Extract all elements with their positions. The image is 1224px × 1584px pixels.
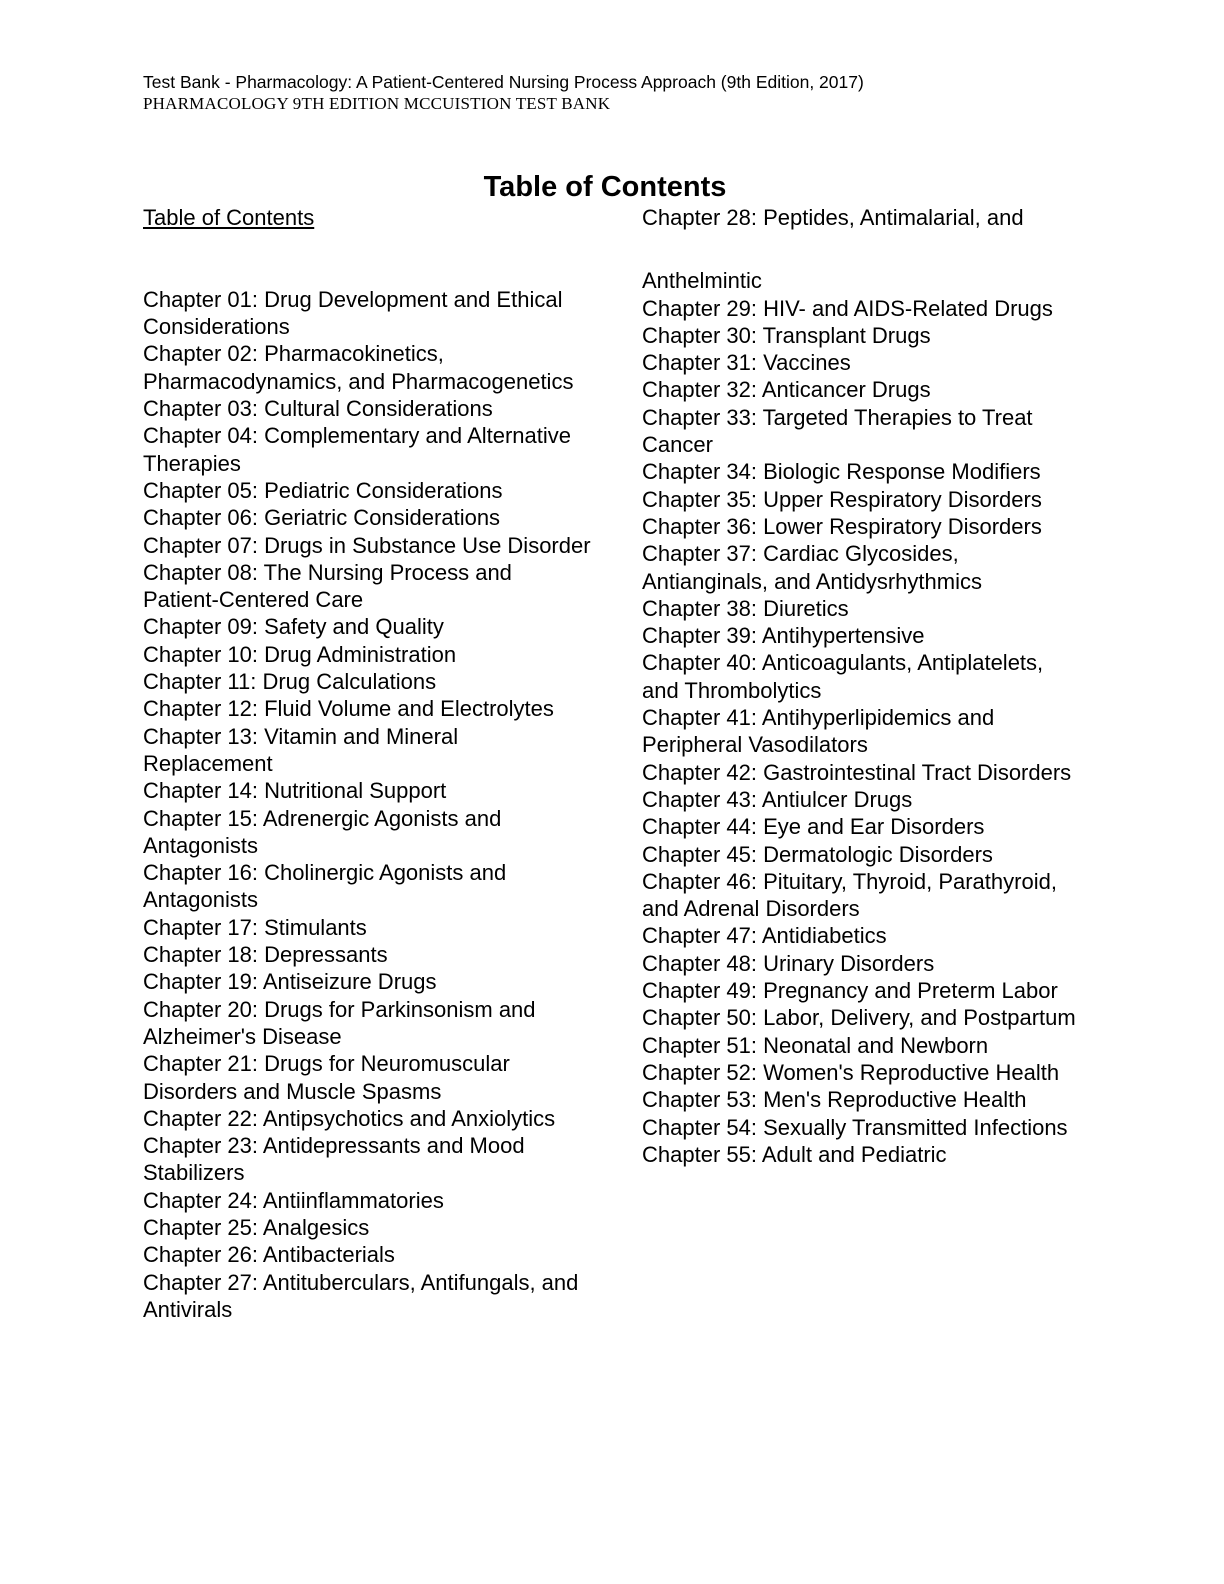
toc-entry[interactable]: Chapter 20: Drugs for Parkinsonism and Alzheimer's Disease [143, 996, 536, 1049]
toc-entry[interactable]: Chapter 23: Antidepressants and Mood Stabilizers [143, 1133, 525, 1186]
toc-entry[interactable]: Chapter 36: Lower Respiratory Disorders [642, 513, 1042, 539]
toc-entry[interactable]: Chapter 21: Drugs for Neuromuscular Disorders and Muscle Spasms [143, 1051, 510, 1104]
toc-entry[interactable]: Chapter 39: Antihypertensive [642, 623, 925, 649]
toc-entry[interactable]: Chapter 24: Antiinflammatories [143, 1187, 444, 1213]
toc-entry[interactable]: Chapter 54: Sexually Transmitted Infections [642, 1114, 1068, 1140]
toc-entry[interactable]: Chapter 32: Anticancer Drugs [642, 377, 931, 403]
spacer [143, 231, 593, 286]
toc-entry[interactable]: Chapter 38: Diuretics [642, 595, 849, 621]
toc-entry[interactable]: Chapter 43: Antiulcer Drugs [642, 786, 913, 812]
toc-entry[interactable]: Chapter 17: Stimulants [143, 914, 367, 940]
toc-entry[interactable]: Chapter 04: Complementary and Alternative Therapies [143, 423, 572, 476]
toc-entry[interactable]: Chapter 07: Drugs in Substance Use Disorder [143, 532, 591, 558]
toc-entry[interactable]: Chapter 05: Pediatric Considerations [143, 477, 503, 503]
toc-entry[interactable]: Chapter 26: Antibacterials [143, 1242, 395, 1268]
spacer [642, 231, 1082, 267]
toc-entry[interactable]: Chapter 22: Antipsychotics and Anxiolytics [143, 1105, 556, 1131]
toc-entry[interactable]: Chapter 15: Adrenergic Agonists and Antagonists [143, 805, 502, 858]
toc-entry[interactable]: Chapter 51: Neonatal and Newborn [642, 1032, 989, 1058]
toc-entry[interactable]: Chapter 50: Labor, Delivery, and Postpartum [642, 1005, 1076, 1031]
toc-entry[interactable]: Chapter 46: Pituitary, Thyroid, Parathyroid, and Adrenal Disorders [642, 868, 1057, 922]
toc-entry[interactable]: Chapter 52: Women's Reproductive Health [642, 1059, 1060, 1085]
toc-entry[interactable]: Chapter 06: Geriatric Considerations [143, 505, 501, 531]
document-subtitle: PHARMACOLOGY 9TH EDITION MCCUISTION TEST BANK [143, 94, 611, 113]
toc-entry[interactable]: Chapter 14: Nutritional Support [143, 778, 447, 804]
toc-entry[interactable]: Chapter 49: Pregnancy and Preterm Labor [642, 978, 1058, 1004]
toc-entry[interactable]: Chapter 34: Biologic Response Modifiers [642, 459, 1041, 485]
toc-entry[interactable]: Chapter 02: Pharmacokinetics, Pharmacodynamics, and Pharmacogenetics [143, 341, 574, 394]
toc-entry[interactable]: Chapter 48: Urinary Disorders [642, 950, 935, 976]
toc-entry[interactable]: Chapter 16: Cholinergic Agonists and Antagonists [143, 860, 507, 913]
toc-entry[interactable]: Chapter 44: Eye and Ear Disorders [642, 814, 985, 840]
toc-entry[interactable]: Chapter 53: Men's Reproductive Health [642, 1087, 1027, 1113]
toc-heading: Table of Contents [483, 171, 727, 203]
toc-entry[interactable]: Chapter 40: Anticoagulants, Antiplatelets, and Thrombolytics [642, 650, 1044, 703]
toc-entry[interactable]: Chapter 25: Analgesics [143, 1214, 370, 1240]
page-header [143, 70, 1143, 114]
toc-entry[interactable]: Chapter 31: Vaccines [642, 350, 851, 376]
toc-entry[interactable]: Chapter 47: Antidiabetics [642, 923, 887, 949]
toc-entry[interactable]: Chapter 55: Adult and Pediatric [642, 1141, 947, 1167]
document-title: Test Bank - Pharmacology: A Patient-Centered Nursing Process Approach (9th Edition, 2017) [143, 72, 864, 92]
toc-link[interactable]: Table of Contents [143, 205, 315, 230]
toc-entry[interactable]: Chapter 45: Dermatologic Disorders [642, 841, 993, 867]
toc-entry[interactable]: Chapter 33: Targeted Therapies to Treat Cancer [642, 404, 1033, 458]
toc-entry[interactable]: Chapter 41: Antihyperlipidemics and Peripheral Vasodilators [642, 705, 995, 758]
toc-entry[interactable]: Chapter 42: Gastrointestinal Tract Disorders [642, 759, 1072, 785]
toc-list-left [143, 286, 593, 1323]
toc-entry[interactable]: Chapter 03: Cultural Considerations [143, 396, 493, 422]
toc-entry-chapter-28[interactable] [642, 204, 1082, 295]
toc-entry[interactable]: Chapter 11: Drug Calculations [143, 669, 437, 695]
toc-entry[interactable]: Chapter 19: Antiseizure Drugs [143, 969, 437, 995]
toc-entry[interactable]: Chapter 01: Drug Development and Ethical Considerations [143, 286, 563, 340]
toc-column-right [642, 204, 1082, 1168]
toc-entry[interactable]: Chapter 12: Fluid Volume and Electrolytes [143, 696, 554, 722]
toc-entry[interactable]: Chapter 27: Antituberculars, Antifungals, and Antivirals [143, 1269, 579, 1322]
toc-entry[interactable]: Chapter 18: Depressants [143, 942, 388, 968]
toc-entry[interactable]: Chapter 09: Safety and Quality [143, 614, 444, 640]
toc-entry[interactable]: Chapter 37: Cardiac Glycosides, Antianginals, and Antidysrhythmics [642, 541, 982, 594]
toc-entry[interactable]: Chapter 10: Drug Administration [143, 641, 457, 667]
toc-entry[interactable]: Chapter 35: Upper Respiratory Disorders [642, 486, 1042, 512]
toc-entry[interactable]: Chapter 30: Transplant Drugs [642, 322, 931, 348]
toc-list-right [642, 295, 1082, 1169]
toc-entry[interactable]: Chapter 13: Vitamin and Mineral Replacement [143, 723, 459, 776]
toc-entry-part: Anthelmintic [642, 268, 762, 294]
toc-column-left [143, 204, 593, 1323]
toc-entry[interactable]: Chapter 08: The Nursing Process and Patient-Centered Care [143, 559, 512, 613]
toc-entry[interactable]: Chapter 29: HIV- and AIDS-Related Drugs [642, 295, 1053, 321]
toc-entry-part: Chapter 28: Peptides, Antimalarial, and [642, 205, 1024, 230]
